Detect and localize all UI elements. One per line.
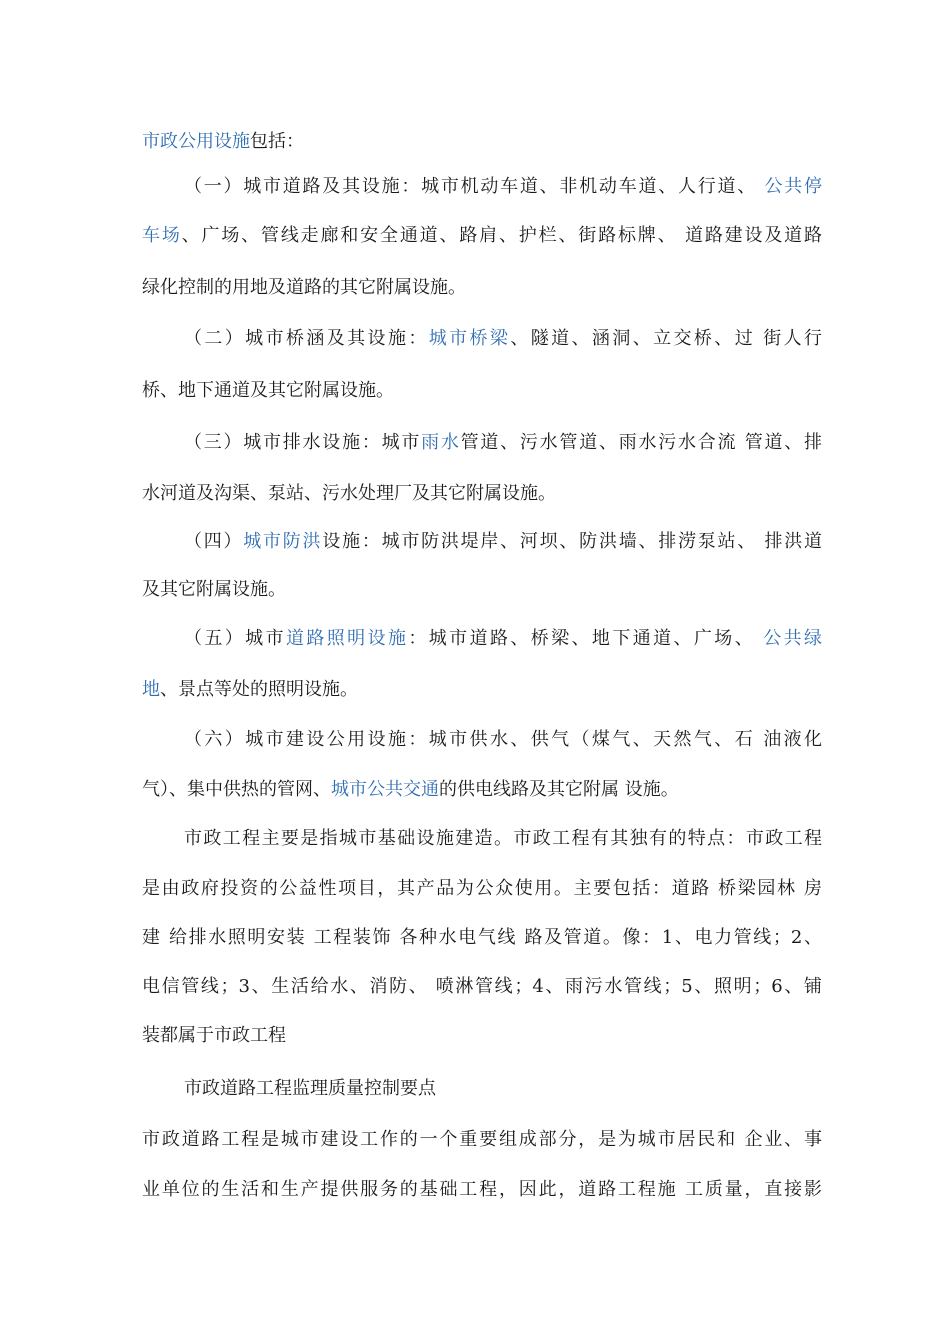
- definition-line-1: [184, 824, 822, 854]
- intro-line: [142, 127, 822, 157]
- body-text: 、广场、管线走廊和安全通道、路肩、护栏、街路标牌、 道路建设及道路: [181, 225, 822, 246]
- item-6-line-2: [142, 775, 822, 805]
- body-text: 装都属于市政工程: [142, 1025, 286, 1046]
- hyperlink-text[interactable]: 公共停: [764, 176, 822, 197]
- body-text: 及其它附属设施。: [142, 579, 286, 600]
- item-5-line-1: [184, 624, 822, 654]
- body-text: （一）城市道路及其设施：城市机动车道、非机动车道、人行道、: [184, 176, 765, 197]
- hyperlink-text[interactable]: 城市公共交通: [331, 779, 439, 800]
- body-text: 市政工程主要是指城市基础设施建造。市政工程有其独有的特点：市政工程: [184, 828, 822, 849]
- hyperlink-text[interactable]: 公共绿: [763, 628, 822, 649]
- item-4-line-2: [142, 575, 822, 605]
- item-5-line-2: [142, 675, 822, 705]
- body-text: 管道、污水管道、雨水污水合流 管道、排: [460, 432, 822, 453]
- body-text: （四）: [184, 531, 244, 552]
- body-text: 包括：: [250, 131, 304, 152]
- body-text: （六）城市建设公用设施：城市供水、供气（煤气、天然气、石 油液化: [184, 729, 822, 750]
- item-1-line-1: [184, 172, 822, 202]
- body-text: （二）城市桥涵及其设施：: [184, 328, 429, 349]
- body-text: 电信管线；3、生活给水、消防、 喷淋管线；4、雨污水管线；5、照明；6、铺: [142, 976, 822, 997]
- item-4-line-1: [184, 527, 822, 557]
- item-3-line-1: [184, 428, 822, 458]
- hyperlink-text[interactable]: 城市防洪: [243, 531, 323, 552]
- body-text: 市政道路工程是城市建设工作的一个重要组成部分，是为城市居民和 企业、事: [142, 1129, 822, 1150]
- body-text: 的供电线路及其它附属 设施。: [439, 779, 679, 800]
- hyperlink-text[interactable]: 雨水: [421, 432, 461, 453]
- section-heading: [184, 1074, 822, 1104]
- item-3-line-2: [142, 479, 822, 509]
- definition-line-5: [142, 1021, 822, 1051]
- item-6-line-1: [184, 725, 822, 755]
- body-text: 设施：城市防洪堤岸、河坝、防洪墙、排涝泵站、 排洪道: [322, 531, 822, 552]
- body-text: （三）城市排水设施：城市: [184, 432, 422, 453]
- body-line-2: [142, 1175, 822, 1205]
- item-2-line-1: [184, 324, 822, 354]
- body-text: 建 给排水照明安装 工程装饰 各种水电气线 路及管道。像：1、电力管线；2、: [142, 927, 822, 948]
- body-text: 业单位的生活和生产提供服务的基础工程，因此，道路工程施 工质量，直接影: [142, 1179, 822, 1200]
- body-text: 、隧道、涵洞、立交桥、过 街人行: [510, 328, 822, 349]
- hyperlink-text[interactable]: 车场: [142, 225, 182, 246]
- definition-line-4: [142, 972, 822, 1002]
- body-text: （五）城市: [184, 628, 286, 649]
- body-text: ：城市道路、桥梁、地下通道、广场、: [408, 628, 764, 649]
- body-text: 气）、集中供热的管网、: [142, 779, 331, 800]
- definition-line-3: [142, 923, 822, 953]
- item-2-line-2: [142, 376, 822, 406]
- hyperlink-text[interactable]: 道路照明设施: [285, 628, 409, 649]
- hyperlink-text[interactable]: 城市桥梁: [428, 328, 511, 349]
- body-text: 、景点等处的照明设施。: [160, 679, 358, 700]
- body-text: 水河道及沟渠、泵站、污水处理厂及其它附属设施。: [142, 483, 556, 504]
- hyperlink-text[interactable]: 市政公用设施: [142, 131, 250, 152]
- body-text: 是由政府投资的公益性项目，其产品为公众使用。主要包括：道路 桥梁园林 房: [142, 878, 822, 899]
- hyperlink-text[interactable]: 地: [142, 679, 160, 700]
- definition-line-2: [142, 874, 822, 904]
- item-1-line-2: [142, 221, 822, 251]
- item-1-line-3: [142, 273, 822, 303]
- body-text: 绿化控制的用地及道路的其它附属设施。: [142, 277, 466, 298]
- body-text: 市政道路工程监理质量控制要点: [184, 1078, 436, 1099]
- body-line-1: [142, 1125, 822, 1155]
- body-text: 桥、地下通道及其它附属设施。: [142, 380, 394, 401]
